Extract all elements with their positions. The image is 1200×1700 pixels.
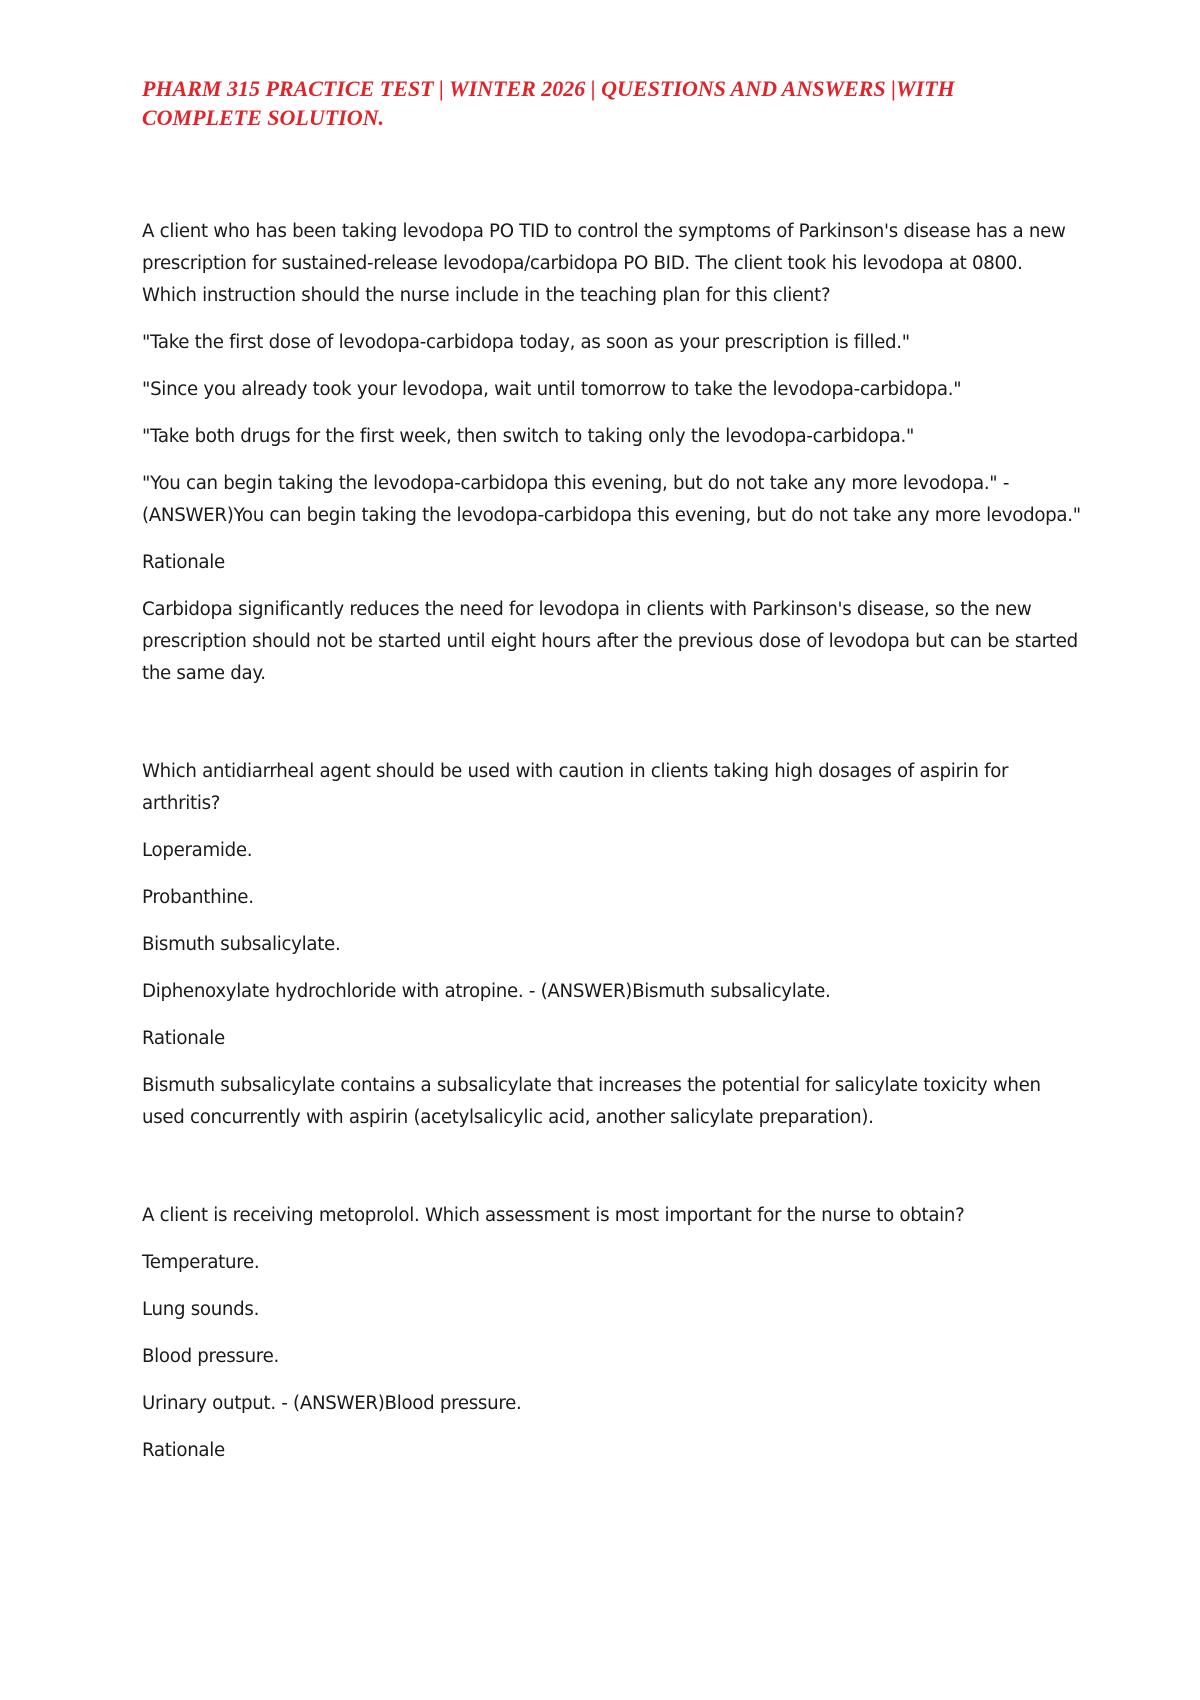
rationale-heading: Rationale: [142, 552, 225, 573]
document-body: [142, 216, 1082, 1482]
answer-option-b: "Since you already took your levodopa, wait until tomorrow to take the levodopa-carbidopa.": [142, 379, 962, 400]
answer-option-a: Loperamide.: [142, 840, 253, 861]
answer-option-b: Probanthine.: [142, 887, 254, 908]
question-text: A client is receiving metoprolol. Which assessment is most important for the nurse to obtain?: [142, 1205, 965, 1226]
rationale-heading: Rationale: [142, 1028, 225, 1049]
answer-option-c: Bismuth subsalicylate.: [142, 934, 341, 955]
answer-option-d: "You can begin taking the levodopa-carbidopa this evening, but do not take any more levodopa." - (ANSWER)You can begin taking the levodopa-carbidopa this evening, but do not take any more levodopa.": [142, 473, 1081, 526]
answer-option-b: Lung sounds.: [142, 1299, 260, 1320]
answer-option-a: Temperature.: [142, 1252, 260, 1273]
question-block-1: [142, 216, 1082, 690]
question-text: A client who has been taking levodopa PO TID to control the symptoms of Parkinson's disease has a new prescription for sustained-release levodopa/carbidopa PO BID. The client took his levodopa at 0800. Which instruction should the nurse include in the teaching plan for this client?: [142, 221, 1066, 306]
answer-option-c: "Take both drugs for the first week, then switch to taking only the levodopa-carbidopa.": [142, 426, 915, 447]
answer-option-d: Diphenoxylate hydrochloride with atropine. - (ANSWER)Bismuth subsalicylate.: [142, 981, 831, 1002]
rationale-heading: Rationale: [142, 1440, 225, 1461]
question-block-3: [142, 1200, 1082, 1467]
question-text: Which antidiarrheal agent should be used with caution in clients taking high dosages of aspirin for arthritis?: [142, 761, 1009, 814]
rationale-text: Carbidopa significantly reduces the need for levodopa in clients with Parkinson's disease, so the new prescription should not be started until eight hours after the previous dose of levodopa but can be started the same day.: [142, 599, 1078, 684]
answer-option-c: Blood pressure.: [142, 1346, 279, 1367]
rationale-text: Bismuth subsalicylate contains a subsalicylate that increases the potential for salicylate toxicity when used concurrently with aspirin (acetylsalicylic acid, another salicylate preparation).: [142, 1075, 1041, 1128]
question-block-2: [142, 756, 1082, 1134]
answer-option-a: "Take the first dose of levodopa-carbidopa today, as soon as your prescription is filled.": [142, 332, 910, 353]
document-title: PHARM 315 PRACTICE TEST | WINTER 2026 | QUESTIONS AND ANSWERS |WITH COMPLETE SOLUTION.: [142, 76, 955, 130]
answer-option-d: Urinary output. - (ANSWER)Blood pressure.: [142, 1393, 522, 1414]
